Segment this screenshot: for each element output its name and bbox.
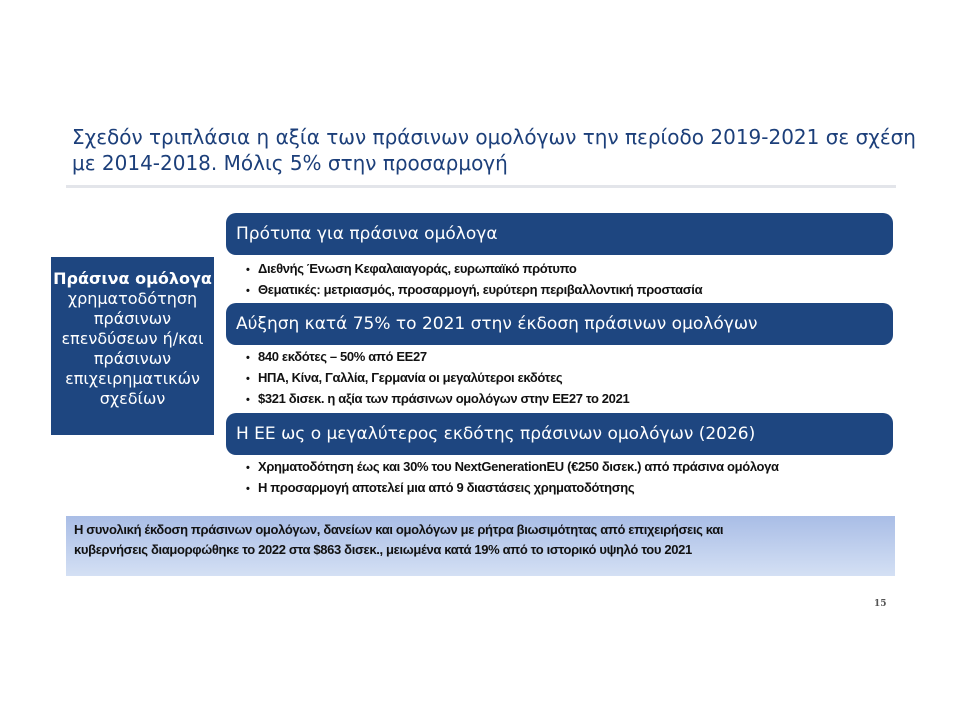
bullet-item	[246, 456, 896, 477]
definition-line: πράσινων	[93, 349, 172, 368]
section-bullets-standards	[246, 258, 896, 300]
bullet-text: $321 δισεκ. η αξία των πράσινων ομολόγων στην ΕΕ27 το 2021	[258, 391, 630, 406]
bullet-item	[246, 367, 896, 388]
bullet-text: 840 εκδότες – 50% από ΕΕ27	[258, 349, 427, 364]
bullet-item	[246, 279, 896, 300]
bullet-item	[246, 346, 896, 367]
bullet-text: Διεθνής Ένωση Κεφαλαιαγοράς, ευρωπαϊκό πρότυπο	[258, 261, 577, 276]
bullet-item	[246, 388, 896, 409]
bullet-icon: •	[246, 462, 250, 474]
bullet-text: ΗΠΑ, Κίνα, Γαλλία, Γερμανία οι μεγαλύτεροι εκδότες	[258, 370, 563, 385]
definition-heading: Πράσινα ομόλογα	[53, 269, 212, 288]
summary-callout	[66, 516, 895, 576]
bullet-text: Θεματικές: μετριασμός, προσαρμογή, ευρύτερη περιβαλλοντική προστασία	[258, 282, 703, 297]
section-bullets-growth	[246, 346, 896, 409]
bullet-text: Χρηματοδότηση έως και 30% του NextGenerationEU (€250 δισεκ.) από πράσινα ομόλογα	[258, 459, 779, 474]
bullet-icon: •	[246, 373, 250, 385]
bullet-icon: •	[246, 483, 250, 495]
summary-line-2: κυβερνήσεις διαμορφώθηκε το 2022 στα $863 δισεκ., μειωμένα κατά 19% από το ιστορικό υψηλό του 2021	[74, 542, 692, 557]
definition-line: πράσινων	[93, 309, 172, 328]
bullet-icon: •	[246, 285, 250, 297]
bullet-icon: •	[246, 352, 250, 364]
page-number: 15	[874, 599, 887, 609]
section-header-standards: Πρότυπα για πράσινα ομόλογα	[226, 213, 893, 255]
definition-line: επιχειρηματικών	[65, 369, 200, 388]
slide-title-line-1: Σχεδόν τριπλάσια η αξία των πράσινων ομολόγων την περίοδο 2019-2021 σε σχέση	[72, 125, 916, 149]
definition-line: επενδύσεων ή/και	[61, 329, 204, 348]
definition-line: χρηματοδότηση	[67, 289, 198, 308]
bullet-icon: •	[246, 394, 250, 406]
section-header-growth: Αύξηση κατά 75% το 2021 στην έκδοση πράσινων ομολόγων	[226, 303, 893, 345]
section-bullets-eu-issuer	[246, 456, 896, 498]
bullet-item	[246, 258, 896, 279]
section-header-eu-issuer: Η ΕΕ ως ο μεγαλύτερος εκδότης πράσινων ομολόγων (2026)	[226, 413, 893, 455]
definition-line: σχεδίων	[99, 389, 166, 408]
bullet-item	[246, 477, 896, 498]
slide-title	[72, 124, 916, 176]
bullet-icon: •	[246, 264, 250, 276]
green-bonds-definition-box	[51, 257, 214, 435]
title-divider	[66, 185, 896, 188]
summary-line-1: Η συνολική έκδοση πράσινων ομολόγων, δανείων και ομολόγων με ρήτρα βιωσιμότητας από επιχειρήσεις και	[74, 522, 724, 537]
bullet-text: Η προσαρμογή αποτελεί μια από 9 διαστάσεις χρηματοδότησης	[258, 480, 635, 495]
slide-title-line-2: με 2014-2018. Μόλις 5% στην προσαρμογή	[72, 151, 508, 175]
